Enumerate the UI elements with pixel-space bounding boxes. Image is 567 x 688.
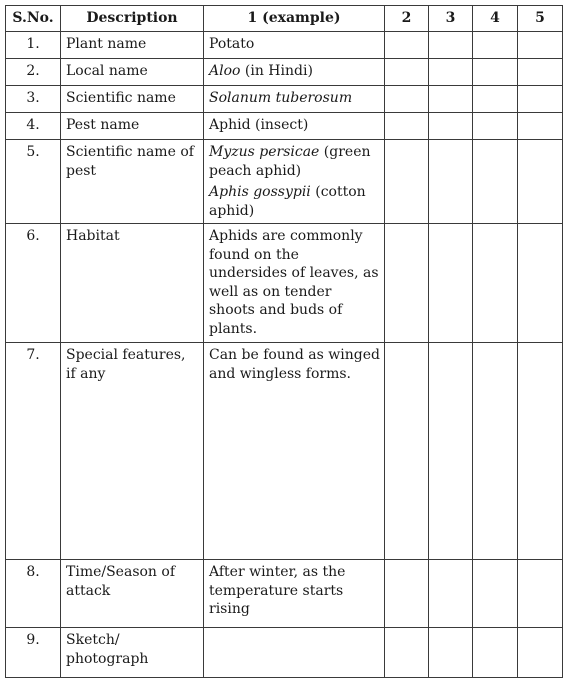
table-row xyxy=(6,113,563,140)
row-description: Local name xyxy=(61,59,204,86)
example-paragraph xyxy=(209,227,380,338)
table-row xyxy=(6,343,563,560)
row-number: 1. xyxy=(6,32,61,59)
blank-entry-col-2[interactable] xyxy=(385,113,429,140)
row-number: 4. xyxy=(6,113,61,140)
pest-observation-table xyxy=(5,5,563,678)
blank-entry-col-5[interactable] xyxy=(518,140,563,224)
example-text-italic: Aloo xyxy=(209,63,241,79)
example-text: Can be found as winged and wingless forms. xyxy=(209,347,380,382)
example-paragraph xyxy=(209,143,380,180)
row-example xyxy=(204,140,385,224)
example-text: (green peach aphid) xyxy=(209,144,371,179)
row-description: Habitat xyxy=(61,224,204,343)
blank-entry-col-3[interactable] xyxy=(429,224,473,343)
header-sno: S.No. xyxy=(6,6,61,32)
blank-entry-col-4[interactable] xyxy=(473,59,518,86)
example-text-italic: Myzus persicae xyxy=(209,144,320,160)
blank-entry-col-2[interactable] xyxy=(385,628,429,678)
row-example xyxy=(204,86,385,113)
example-paragraph xyxy=(209,116,380,135)
row-number: 8. xyxy=(6,560,61,628)
example-paragraph xyxy=(209,89,380,108)
row-description: Special features, if any xyxy=(61,343,204,560)
blank-entry-col-4[interactable] xyxy=(473,113,518,140)
blank-entry-col-5[interactable] xyxy=(518,560,563,628)
example-text: Potato xyxy=(209,36,255,52)
row-number: 7. xyxy=(6,343,61,560)
row-number: 5. xyxy=(6,140,61,224)
blank-entry-col-4[interactable] xyxy=(473,343,518,560)
row-description: Sketch/ photograph xyxy=(61,628,204,678)
blank-entry-col-5[interactable] xyxy=(518,628,563,678)
row-number: 6. xyxy=(6,224,61,343)
row-example xyxy=(204,224,385,343)
blank-entry-col-3[interactable] xyxy=(429,628,473,678)
blank-entry-col-4[interactable] xyxy=(473,560,518,628)
blank-entry-col-4[interactable] xyxy=(473,628,518,678)
blank-entry-col-5[interactable] xyxy=(518,113,563,140)
blank-entry-col-5[interactable] xyxy=(518,343,563,560)
blank-entry-col-3[interactable] xyxy=(429,560,473,628)
row-description: Plant name xyxy=(61,32,204,59)
blank-entry-col-2[interactable] xyxy=(385,224,429,343)
row-example xyxy=(204,113,385,140)
blank-entry-col-5[interactable] xyxy=(518,59,563,86)
example-text: Aphid (insect) xyxy=(209,117,309,133)
example-paragraph xyxy=(209,62,380,81)
header-col-3: 3 xyxy=(429,6,473,32)
table-row xyxy=(6,224,563,343)
example-text: After winter, as the temperature starts rising xyxy=(209,564,346,617)
blank-entry-col-2[interactable] xyxy=(385,343,429,560)
row-number: 2. xyxy=(6,59,61,86)
row-number: 9. xyxy=(6,628,61,678)
table-row xyxy=(6,628,563,678)
header-row xyxy=(6,6,563,32)
row-number: 3. xyxy=(6,86,61,113)
example-text-italic: Aphis gossypii xyxy=(209,184,311,200)
row-description: Pest name xyxy=(61,113,204,140)
header-col-4: 4 xyxy=(473,6,518,32)
example-text: (cotton aphid) xyxy=(209,184,366,219)
row-description: Time/Season of attack xyxy=(61,560,204,628)
example-paragraph xyxy=(209,563,380,619)
row-example xyxy=(204,628,385,678)
blank-entry-col-3[interactable] xyxy=(429,113,473,140)
blank-entry-col-2[interactable] xyxy=(385,32,429,59)
example-paragraph xyxy=(209,183,380,220)
row-description: Scientific name xyxy=(61,86,204,113)
header-col-5: 5 xyxy=(518,6,563,32)
table-row xyxy=(6,86,563,113)
blank-entry-col-5[interactable] xyxy=(518,224,563,343)
blank-entry-col-3[interactable] xyxy=(429,343,473,560)
blank-entry-col-3[interactable] xyxy=(429,59,473,86)
blank-entry-col-2[interactable] xyxy=(385,86,429,113)
header-example: 1 (example) xyxy=(204,6,385,32)
blank-entry-col-4[interactable] xyxy=(473,224,518,343)
row-example xyxy=(204,343,385,560)
example-text-italic: Solanum tuberosum xyxy=(209,90,353,106)
table-body xyxy=(6,32,563,678)
table-row xyxy=(6,140,563,224)
blank-entry-col-3[interactable] xyxy=(429,32,473,59)
example-paragraph xyxy=(209,346,380,383)
blank-entry-col-5[interactable] xyxy=(518,32,563,59)
example-paragraph xyxy=(209,35,380,54)
blank-entry-col-5[interactable] xyxy=(518,86,563,113)
blank-entry-col-2[interactable] xyxy=(385,560,429,628)
table-row xyxy=(6,560,563,628)
row-example xyxy=(204,59,385,86)
blank-entry-col-4[interactable] xyxy=(473,140,518,224)
blank-entry-col-4[interactable] xyxy=(473,86,518,113)
blank-entry-col-3[interactable] xyxy=(429,140,473,224)
table-row xyxy=(6,32,563,59)
table-row xyxy=(6,59,563,86)
blank-entry-col-3[interactable] xyxy=(429,86,473,113)
row-example xyxy=(204,32,385,59)
row-example xyxy=(204,560,385,628)
blank-entry-col-2[interactable] xyxy=(385,59,429,86)
row-description: Scientific name of pest xyxy=(61,140,204,224)
example-text: (in Hindi) xyxy=(240,63,313,79)
header-description: Description xyxy=(61,6,204,32)
header-col-2: 2 xyxy=(385,6,429,32)
blank-entry-col-2[interactable] xyxy=(385,140,429,224)
example-text: Aphids are commonly found on the undersides of leaves, as well as on tender shoots and buds of plants. xyxy=(209,228,379,337)
blank-entry-col-4[interactable] xyxy=(473,32,518,59)
